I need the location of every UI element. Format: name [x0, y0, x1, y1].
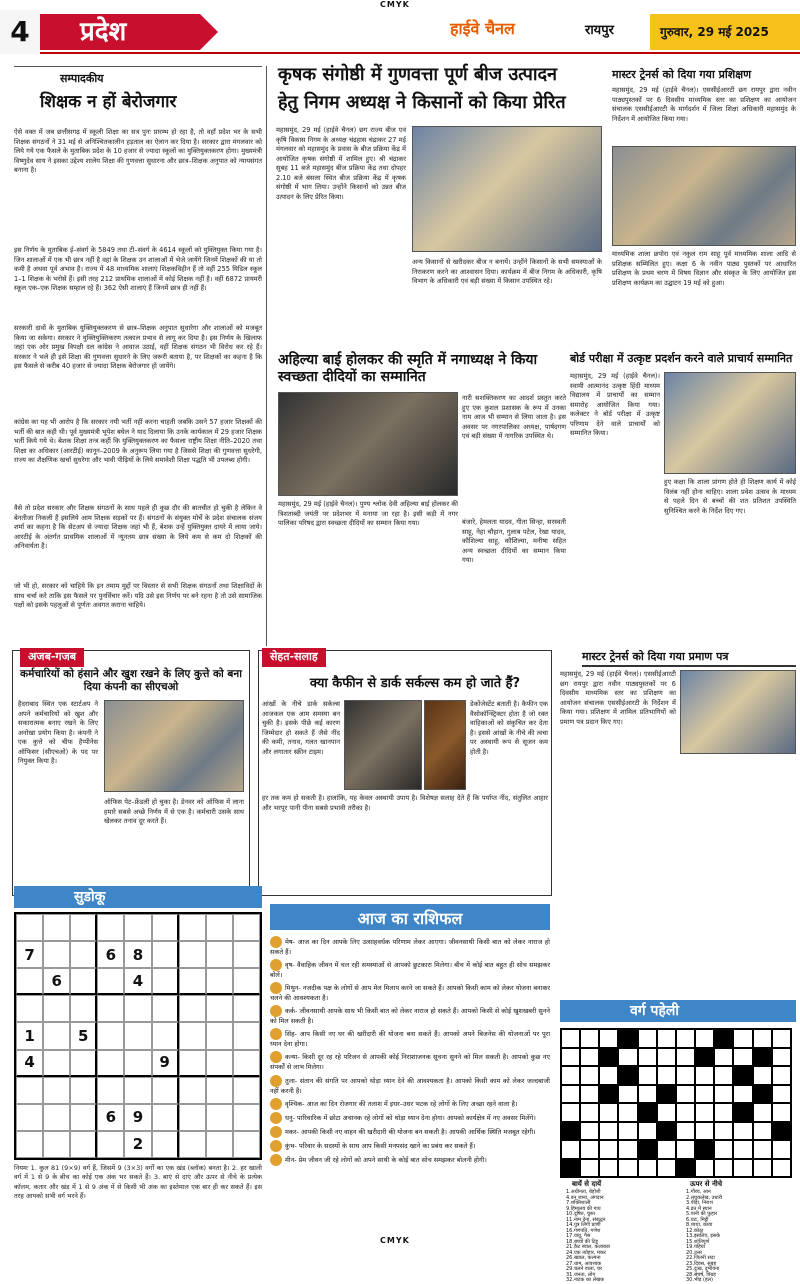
- sudoku-cell[interactable]: [233, 968, 260, 995]
- clue-across: 14.पुत्र लिंगी प्राणी: [566, 1222, 601, 1228]
- edition-city: रायपुर: [585, 23, 614, 38]
- clue-across: 4.वन जाना, अंगदान: [566, 1194, 604, 1201]
- zodiac-icon: [270, 1028, 282, 1040]
- sudoku-cell[interactable]: [206, 914, 233, 941]
- seed-photo: [412, 126, 602, 252]
- sudoku-cell[interactable]: 9: [124, 1104, 151, 1131]
- rashifal-list: [270, 936, 550, 1236]
- zodiac-icon: [270, 1112, 282, 1124]
- sudoku-cell[interactable]: [43, 1022, 70, 1049]
- editorial-para-2: इस निर्णय के मुताबिक ई–संवर्ग के 5849 तथा टी–संवर्ग के 4614 स्कूलों को युक्तियुक्त किया गया है। जिन शालाओं में एक भी छात्र नहीं है वहां के शिक्षक उन शालाओं में भेजे जायेंगे जिनमें शिक्षकों की या तो कमी है अथवा पूर्व अभाव है। राज्य में 48 माध्यमिक शालाएं शिक्षकविहीन हैं तो वहीं 255 मिडिल स्कूल 1–1 शिक्षक के भरोसे हैं। इसी तरह 212 प्राथमिक शालाओं में कोई शिक्षक नहीं है। वहीं 6872 प्रायमरी स्कूल एक–एक शिक्षक सम्हाल रहे हैं। 362 ऐसी शालाएं हैं जिनमें छात्र ही नहीं हैं।: [14, 246, 262, 293]
- clue-down: 30.भीड़ (हल): [686, 1277, 713, 1283]
- crossword-cell[interactable]: [753, 1159, 772, 1178]
- sudoku-cell[interactable]: [233, 995, 260, 1022]
- rashifal-item: कुंभ- परिवार के सदस्यों के साथ आप किसी मनपसंद खाने का प्रबंध कर सकते हैं।: [270, 1140, 550, 1152]
- crossword-cell[interactable]: [618, 1085, 637, 1104]
- crossword-cell[interactable]: [561, 1048, 580, 1067]
- ahilya-photo: [278, 392, 458, 496]
- clue-down: 20.उत्तर: [686, 1249, 703, 1256]
- crossword-cell[interactable]: [638, 1122, 657, 1141]
- trainers-body: महासमुंद, 29 मई (हाईवे चैनल)। एससीईआरटी छग रायपुर द्वारा नवीन पाठ्यपुस्तकों पर 6 दिवसीय माध्यमिक स्तर का प्रशिक्षण का आयोजन संचालक एससीईआरटी के मार्गदर्शन में जिला शिक्षा अधिकारी महासमुंद के निर्देशन में आयोजित किया गया।: [612, 86, 796, 123]
- crossword-cell[interactable]: [772, 1066, 791, 1085]
- crossword-cell[interactable]: [561, 1103, 580, 1122]
- sudoku-cell[interactable]: [206, 1104, 233, 1131]
- trainers2-body: महासमुंद, 29 मई (हाईवे चैनल)। एससीईआरटी छग रायपुर द्वारा नवीन पाठ्यपुस्तकों पर 6 दिवसीय माध्यमिक स्तर का प्रशिक्षण का आयोजन संचालक एससीईआरटी के निर्देशन में किया गया। प्रशिक्षण में शामिल प्रतिभागियों को प्रमाण पत्र प्रदान किए गए।: [560, 670, 676, 726]
- crossword-down-title: ऊपर से नीचे: [690, 1180, 723, 1188]
- ajab-body: हैदराबाद स्थित एक स्टार्टअप ने अपने कर्मचारियों को खुश और सकारात्मक बनाए रखने के लिए अनोखा प्रयोग किया है। कंपनी ने एक कुत्ते को चीफ हैप्पीनेस ऑफिसर (सीएचओ) के पद पर नियुक्त किया है।: [18, 700, 98, 766]
- sudoku-cell[interactable]: 7: [16, 941, 43, 968]
- crossword-cell[interactable]: [772, 1140, 791, 1159]
- ajab-body-2: ऑफिस पेट–फ्रेंडली हो चुका है। डेनवर को ऑफिस में लाना हमारे सबसे अच्छे निर्णय में से एक है। कर्मचारी उसके साथ खेलकर तनाव दूर करते हैं।: [104, 798, 244, 826]
- crossword-cell[interactable]: [772, 1103, 791, 1122]
- crossword-cell[interactable]: [676, 1085, 695, 1104]
- sudoku-cell[interactable]: [16, 1131, 43, 1158]
- trainers-photo: [612, 146, 796, 246]
- sudoku-cell[interactable]: 1: [16, 1022, 43, 1049]
- crossword-cell[interactable]: [599, 1029, 618, 1048]
- sudoku-cell[interactable]: [124, 1050, 151, 1077]
- clue-down: 3.पीड़ा, निराश: [686, 1200, 713, 1206]
- crossword-cell: [657, 1085, 676, 1104]
- sudoku-cell[interactable]: [152, 941, 179, 968]
- crossword-cell: [638, 1103, 657, 1122]
- section-title: प्रदेश: [40, 14, 200, 50]
- crossword-cell[interactable]: [676, 1029, 695, 1048]
- board-photo: [664, 372, 796, 474]
- crossword-cell[interactable]: [657, 1159, 676, 1178]
- editorial-para-1: ऐसे वक्त में जब छत्तीसगढ़ में स्कूली शिक्षा का सत्र पुनः प्रारम्भ हो रहा है, तो वहाँ प्रदेश भर के सभी शिक्षक संगठनों ने 31 मई से अनिश्चितकालीन हड़ताल का ऐलान कर दिया है। सरकार द्वारा मंगलवार को लिये गये एक फैसले के मुताबिक प्रदेश के 10 हजार से ज्यादा स्कूलों का युक्तियुक्तकरण होगा। मुख्यमंत्री विष्णुदेव साय ने इसका उद्देश्य शालेय शिक्षा की गुणवत्ता सुधारना और छात्र–शिक्षक अनुपात को न्यायसंगत बनाना है।: [14, 128, 262, 175]
- sudoku-cell[interactable]: [97, 1077, 124, 1104]
- crossword-cell[interactable]: [714, 1103, 733, 1122]
- rashifal-item: कर्क- जीवनसाथी आपके साथ भी किसी बात को लेकर नाराज हो सकते हैं। आपको किसी से कोई खुशखबरी सुनने को मिल सकती है।: [270, 1007, 550, 1026]
- crossword-cell: [599, 1085, 618, 1104]
- sudoku-cell[interactable]: [206, 968, 233, 995]
- sudoku-cell[interactable]: [70, 1050, 97, 1077]
- crossword-cell: [561, 1159, 580, 1178]
- sudoku-cell[interactable]: [179, 968, 206, 995]
- crossword-cell[interactable]: [561, 1066, 580, 1085]
- crossword-grid[interactable]: [560, 1028, 792, 1178]
- seed-body-2: अन्य किसानों से खरीदकर बीज न बनायें। उन्होंने किसानों के सभी समस्याओं के निराकरण करने का आश्वासन दिया। कार्यक्रम में बीज निगम के अधिकारी, कृषि विभाग के अधिकारी एवं बड़ी संख्या में किसान उपस्थित रहे।: [412, 258, 602, 286]
- sudoku-cell[interactable]: 4: [124, 968, 151, 995]
- crossword-cell[interactable]: [772, 1085, 791, 1104]
- crossword-cell[interactable]: [657, 1029, 676, 1048]
- crossword-across-clues: [566, 1189, 684, 1283]
- sudoku-cell[interactable]: [97, 1050, 124, 1077]
- trainers2-photo: [680, 670, 796, 754]
- sudoku-cell[interactable]: [206, 1131, 233, 1158]
- trainers-body-2: माध्यमिक शाला छपोरा एवं नकुल राम साहू पूर्व माध्यमिक शाला आदि से प्रशिक्षक सम्मिलित हुए। कक्षा 6 के नवीन पाठ्य पुस्तकों पर आधारित प्रशिक्षण के प्रथम चरण में विषय विज्ञान और संस्कृत के लिए आयोजित इस प्रशिक्षण कार्यक्रम का उद्घाटन 19 मई को हुआ।: [612, 250, 796, 287]
- clue-across: 32.नाटक का लेखक: [566, 1277, 605, 1283]
- crossword-cell[interactable]: [714, 1122, 733, 1141]
- crossword-cell[interactable]: [753, 1103, 772, 1122]
- crossword-cell[interactable]: [657, 1048, 676, 1067]
- crossword-cell[interactable]: [714, 1048, 733, 1067]
- sudoku-cell[interactable]: [152, 968, 179, 995]
- sudoku-cell[interactable]: [206, 1022, 233, 1049]
- crossword-cell[interactable]: [638, 1159, 657, 1178]
- crossword-cell[interactable]: [714, 1140, 733, 1159]
- sudoku-cell[interactable]: [43, 995, 70, 1022]
- sudoku-cell[interactable]: 5: [70, 1022, 97, 1049]
- crossword-cell[interactable]: [599, 1103, 618, 1122]
- sudoku-cell[interactable]: [206, 995, 233, 1022]
- crossword-cell[interactable]: [695, 1122, 714, 1141]
- clue-across: 21.कैट स्वाल, कलाकार: [566, 1244, 611, 1250]
- clue-down: 8.व्यथा, काया: [686, 1222, 713, 1228]
- crossword-cell[interactable]: [580, 1103, 599, 1122]
- sudoku-cell[interactable]: [179, 1104, 206, 1131]
- sudoku-cell[interactable]: [233, 1050, 260, 1077]
- sudoku-cell[interactable]: [97, 1022, 124, 1049]
- crossword-cell[interactable]: [676, 1122, 695, 1141]
- sudoku-cell[interactable]: [124, 1022, 151, 1049]
- sudoku-cell[interactable]: [124, 1077, 151, 1104]
- sudoku-cell[interactable]: [43, 1131, 70, 1158]
- ajab-title: कर्मचारियों को हंसाने और खुश रखने के लिए कुत्ते को बना दिया कंपनी का सीएचओ: [20, 668, 242, 693]
- rashifal-item: मीन- प्रेम जीवन जी रहे लोगों को अपने साथी के कोई बात सोच समझकर बोलनी होगी।: [270, 1154, 550, 1166]
- sudoku-cell[interactable]: [152, 1104, 179, 1131]
- crossword-cell[interactable]: [618, 1048, 637, 1067]
- rashifal-item: तुला- संतान की संगति पर आपको थोड़ा ध्यान देने की आवश्यकता है। आपको किसी काम को लेकर जल्दबाजी नहीं करनी है।: [270, 1076, 550, 1095]
- editorial-para-5: वैसे तो प्रदेश सरकार और शिक्षक संगठनों के साथ पहले ही कुछ दौर की बातचीत हो चुकी है लेकिन वे बेनतीजा निकली हैं इसलिये आम शिक्षक सड़कों पर हैं। संगठनों के संयुक्त मोर्चे के प्रदेश संचालक संजय शर्मा का कहना है कि सेटअप से ज्यादा शिक्षक जहां भी हैं, बेशक उन्हें युक्तियुक्त दायरे में लाया जाये। आरटीई के अंतर्गत प्राथमिक शालाओं में न्यूनतम छात्र संख्या के लिये कम से कम दो शिक्षकों की अनिवार्यता है।: [14, 504, 262, 551]
- crossword-cell[interactable]: [733, 1140, 752, 1159]
- sudoku-cell[interactable]: [43, 1104, 70, 1131]
- crossword-cell: [772, 1122, 791, 1141]
- crossword-cell[interactable]: [714, 1085, 733, 1104]
- crossword-cell: [753, 1048, 772, 1067]
- sudoku-cell[interactable]: [16, 914, 43, 941]
- sudoku-cell[interactable]: 6: [97, 1104, 124, 1131]
- cmyk-mark: CMYK: [380, 0, 410, 9]
- sudoku-cell[interactable]: [233, 1104, 260, 1131]
- sudoku-cell[interactable]: [16, 968, 43, 995]
- sudoku-cell[interactable]: 6: [43, 968, 70, 995]
- sudoku-cell[interactable]: 6: [97, 941, 124, 968]
- crossword-cell[interactable]: [676, 1066, 695, 1085]
- crossword-label: वर्ग पहेली: [560, 1000, 796, 1022]
- clue-across: 17.वायु, गैस: [566, 1233, 591, 1239]
- sudoku-cell[interactable]: [70, 1077, 97, 1104]
- clue-across: 29.चलने वाला, चर: [566, 1266, 603, 1272]
- sudoku-cell[interactable]: [70, 914, 97, 941]
- clue-across: 11.नाम देना, संबद्धन: [566, 1216, 606, 1223]
- crossword-cell[interactable]: [676, 1140, 695, 1159]
- sudoku-cell[interactable]: [97, 968, 124, 995]
- sudoku-cell[interactable]: [16, 1077, 43, 1104]
- sudoku-cell[interactable]: [43, 1077, 70, 1104]
- sudoku-cell[interactable]: [179, 914, 206, 941]
- sudoku-cell[interactable]: 9: [152, 1050, 179, 1077]
- ajab-label: अजब-गजब: [20, 648, 84, 667]
- crossword-cell: [695, 1140, 714, 1159]
- crossword-cell[interactable]: [733, 1085, 752, 1104]
- clue-down: 13.इसलिए, इसके: [686, 1233, 721, 1239]
- sudoku-cell[interactable]: [70, 968, 97, 995]
- crossword-cell[interactable]: [676, 1048, 695, 1067]
- sudoku-cell[interactable]: [97, 914, 124, 941]
- board-body-2: हुए कक्षा कि शाला प्रांगण होते ही शिक्षण कार्य में कोई विलंब नहीं होना चाहिए। शाला प्रवेश उत्सव के माध्यम से पहले दिन से बच्चों की शत प्रतिशत उपस्थिति सुनिश्चित करने के निर्देश दिए गए।: [664, 478, 796, 515]
- rashifal-item: मेष- आज का दिन आपके लिए उत्साहवर्धक परिणाम लेकर आएगा। जीवनसाथी किसी बात को लेकर नाराज हो सकते हैं।: [270, 938, 550, 956]
- crossword-cell[interactable]: [599, 1140, 618, 1159]
- crossword-cell: [714, 1029, 733, 1048]
- sudoku-cell[interactable]: [70, 1104, 97, 1131]
- clue-down: 6.घटः, मिट्टी: [686, 1216, 709, 1223]
- sudoku-rules: नियमः 1. कुल 81 (9×9) वर्ग हैं, जिसमें 9 (3×3) वर्गों का एक खंड (ब्लॉक) बनता है। 2. हर खाली वर्ग में 1 से 9 के बीच का कोई एक अंक भर सकते हैं। 3. बाएं से दाएं और ऊपर से नीचे के प्रत्येक कॉलम, कतार और खंड में 1 से 9 अंक में से किसी भी अंक का इस्तेमाल एक बार ही कर सकते हैं। इस तरह आपको सभी वर्ग भरने हैं।: [14, 1164, 262, 1201]
- crossword-cell[interactable]: [618, 1103, 637, 1122]
- column-divider: [266, 66, 267, 646]
- board-body: महासमुंद, 29 मई (हाईवे चैनल)। स्वामी आत्मानंद उत्कृष्ट हिंदी माध्यम विद्यालय में प्राचार्यों का सम्मान समारोह आयोजित किया गया। कलेक्टर ने बोर्ड परीक्षा में उत्कृष्ट परिणाम देने वाले प्राचार्यों को सम्मानित किया।: [570, 372, 660, 438]
- crossword-cell[interactable]: [580, 1122, 599, 1141]
- sudoku-cell[interactable]: [70, 1131, 97, 1158]
- crossword-cell[interactable]: [657, 1140, 676, 1159]
- ahilya-body-2: नारी सशक्तिकरण का आदर्श प्रस्तुत करते हुए एक कुशल प्रशासक के रूप में उनका नाम आज भी सम्मान से लिया जाता है। इस अवसर पर नगरपालिका अध्यक्ष, पार्षदगण एवं बड़ी संख्या में नागरिक उपस्थित थे।: [462, 394, 566, 441]
- newspaper-name: हाईवे चैनल: [450, 19, 515, 38]
- crossword-cell[interactable]: [638, 1048, 657, 1067]
- health-face-photo: [344, 700, 422, 790]
- sudoku-cell[interactable]: [233, 941, 260, 968]
- zodiac-icon: [270, 982, 282, 994]
- crossword-cell[interactable]: [695, 1103, 714, 1122]
- sudoku-cell[interactable]: [233, 1077, 260, 1104]
- crossword-cell[interactable]: [733, 1029, 752, 1048]
- sudoku-cell[interactable]: [179, 941, 206, 968]
- crossword-cell[interactable]: [599, 1122, 618, 1141]
- crossword-cell[interactable]: [580, 1048, 599, 1067]
- zodiac-icon: [270, 1126, 282, 1138]
- sudoku-cell[interactable]: [206, 941, 233, 968]
- rashifal-title: आज का राशिफल: [270, 904, 550, 930]
- editorial-title: शिक्षक न हों बेरोजगार: [40, 92, 177, 112]
- crossword-cell: [733, 1066, 752, 1085]
- editorial-para-6: जो भी हो, सरकार को चाहिये कि इन तमाम मुद्दों पर विस्तार से सभी शिक्षक संगठनों तथा शिक्षाविदों के साथ चर्चा करे ताकि इस फैसले पर पुनर्विचार करें। यदि उसे इस निर्णय पर बने रहना है तो उसे सामाजिक पक्षों को इसके पहलुओं से पूर्णतः अवगत कराना चाहिये।: [14, 582, 262, 610]
- sudoku-cell[interactable]: [97, 1131, 124, 1158]
- ahilya-body: महासमुंद, 29 मई (हाईवे चैनल)। पुण्य श्लोक देवी अहिल्या बाई होलकर की त्रिशताब्दी जयंती पर प्रदेशभर में मनाया जा रहा है। इसी कड़ी में नगर पालिका परिषद द्वारा स्वच्छता दीदियों का सम्मान किया गया।: [278, 500, 458, 528]
- crossword-cell: [753, 1085, 772, 1104]
- crossword-cell[interactable]: [561, 1029, 580, 1048]
- crossword-cell[interactable]: [753, 1029, 772, 1048]
- clue-down: 4.व्रत में स्थान: [686, 1205, 712, 1212]
- seed-body: महासमुंद, 29 मई (हाईवे चैनल) छग राज्य बीज एवं कृषि विकास निगम के अध्यक्ष चंद्रहास चंद्राकर 27 मई मंगलवार को महासमुंद के प्रवास के बीज प्रक्रिया केंद्र में आयोजित कृषक संगोष्ठी में शामिल हुए। श्री चंद्राकर सुबह 11 बजे महासमुंद बीज प्रक्रिया केंद्र तथा दोपहर 2.10 बजे बंसला स्थित बीज प्रक्रिया केंद्र में कृषक संगोष्ठी में भाग लिया। उन्होंने किसानों को उन्नत बीज उत्पादन के लिए प्रेरित किया।: [276, 126, 406, 201]
- clue-across: 9.हिमालय की गाय: [566, 1205, 601, 1212]
- clue-across: 1.अधीनता, बेहोशी: [566, 1189, 601, 1195]
- crossword-cell[interactable]: [714, 1066, 733, 1085]
- zodiac-icon: [270, 959, 282, 971]
- crossword-down-clues: [686, 1189, 796, 1283]
- sudoku-cell[interactable]: [70, 941, 97, 968]
- sudoku-cell[interactable]: [179, 1131, 206, 1158]
- rashifal-item: वृष- वैवाहिक जीवन में चल रही समस्याओं से आपको छुटकारा मिलेगा। बीच में कोई बात बहुत ही सोच समझकर बोलें।: [270, 961, 550, 980]
- sudoku-cell[interactable]: [233, 914, 260, 941]
- rashifal-item: वृश्चिक- आज का दिन रोजगार की तलाश में इधर–उधर भटक रहे लोगों के लिए अच्छा रहने वाला है।: [270, 1098, 550, 1110]
- health-title: क्या कैफीन से डार्क सर्कल्स कम हो जाते हैं?: [309, 676, 521, 691]
- board-title: बोर्ड परीक्षा में उत्कृष्ट प्रदर्शन करने वाले प्राचार्य सम्मानित: [570, 352, 793, 365]
- health-body-2: डेकोंजेस्टेंट बताती है। कैफीन एक वैसोकॉन्स्ट्रिक्टर होता है जो रक्त वाहिकाओं को संकुचित कर देता है। इससे आंखों के नीचे की त्वचा पर अस्थायी रूप से सूजन कम होती है।: [470, 700, 548, 756]
- sudoku-cell[interactable]: [43, 914, 70, 941]
- rashifal-item: मिथुन- नजदीक पक्ष के लोगों से आप मेल मिलाप करने जा सकते हैं। आपको किसी काम को लेकर योजना बनाकर चलने की आवश्यकता है।: [270, 984, 550, 1003]
- zodiac-icon: [270, 1154, 282, 1166]
- crossword-cell[interactable]: [753, 1122, 772, 1141]
- crossword-cell[interactable]: [772, 1159, 791, 1178]
- clue-across: 26.ख्याल, कल्पना: [566, 1255, 601, 1261]
- health-body-3: हर तक कम हो सकती है। हालांकि, यह केवल अस्थायी उपाय है। विशेषज्ञ सलाह देते हैं कि पर्याप्त नींद, संतुलित आहार और भरपूर पानी पीना सबसे प्रभावी तरीका है।: [262, 794, 548, 812]
- sudoku-cell[interactable]: [43, 941, 70, 968]
- crossword-cell: [657, 1122, 676, 1141]
- page-header: [0, 10, 800, 54]
- rashifal-item: सिंह- आप किसी नए घर की खरीदारी की योजना बना सकते हैं। आपको अपने बिजनेस की योजनाओं पर पूरा ध्यान देना होगा।: [270, 1030, 550, 1049]
- crossword-cell[interactable]: [599, 1066, 618, 1085]
- editorial-para-3: सरकारी दावों के मुताबिक युक्तियुक्तकरण से छात्र–शिक्षक अनुपात सुधारेगा और शालाओं को मजबूत किया जा सकेगा। सरकार ने युक्तियुक्तिकरण तत्काल प्रभाव से लागू कर दिया है। इस निर्णय के खिलाफ जहां एक ओर प्रमुख विपक्षी दल कांग्रेस ने आवाज उठाई, वहीं शिक्षक संगठन भी विरोध कर रहे हैं। सरकार ने भले ही इसे शिक्षा की गुणवत्ता सुधारने के लिए जरूरी बताया है, पर शिक्षकों का कहना है कि इस फैसले से करीब 40 हजार से ज्यादा शिक्षक बेरोजगार हो जायेंगे।: [14, 324, 262, 371]
- sudoku-cell[interactable]: [206, 1077, 233, 1104]
- zodiac-icon: [270, 1098, 282, 1110]
- rashifal-item: मकर- आपकी किसी नए वाहन की खरीदारी की योजना बन सकती है। आपकी आर्थिक स्थिति मजबूत रहेगी।: [270, 1126, 550, 1138]
- rashifal-item: धनु- पारिवारिक में छोटा अचानक रहे लोगों को थोड़ा ध्यान देना होगा। आपको कार्यक्षेत्र में नए अवसर मिलेंगे।: [270, 1112, 550, 1124]
- crossword-cell: [733, 1103, 752, 1122]
- crossword-cell[interactable]: [638, 1066, 657, 1085]
- clue-down: 1.गौरव, आन: [686, 1189, 711, 1195]
- clue-down: 23.दिवस, सुबह: [686, 1260, 717, 1267]
- zodiac-icon: [270, 936, 282, 948]
- clue-down: 5.पानी की फुहार: [686, 1211, 718, 1217]
- sudoku-cell[interactable]: [124, 995, 151, 1022]
- clue-down: 28.संघर्ष, विग्रह: [686, 1271, 716, 1278]
- crossword-cell[interactable]: [695, 1159, 714, 1178]
- crossword-cell: [561, 1122, 580, 1141]
- ahilya-title: अहिल्या बाई होलकर की स्मृति में नगाध्यक्ष ने किया स्वच्छता दीदियों का सम्मानित: [278, 352, 538, 385]
- rashifal-item: कन्या- किसी दूर रह रहे परिजन से आपकी कोई निराशाजनक सूचना सुनने को मिल सकती है। आपको कुछ नए संपर्कों से लाभ मिलेगा।: [270, 1053, 550, 1072]
- trainers-title: मास्टर ट्रेनर्स को दिया गया प्रशिक्षण: [612, 68, 752, 81]
- crossword-cell[interactable]: [753, 1140, 772, 1159]
- sudoku-cell[interactable]: [70, 995, 97, 1022]
- clue-down: 22.जितनी सदा: [686, 1255, 715, 1261]
- zodiac-icon: [270, 1051, 282, 1063]
- crossword-cell[interactable]: [657, 1066, 676, 1085]
- crossword-cell: [599, 1048, 618, 1067]
- clue-down: 12.कोठा: [686, 1227, 704, 1234]
- sudoku-cell[interactable]: [233, 1131, 260, 1158]
- crossword-cell[interactable]: [580, 1029, 599, 1048]
- crossword-cell[interactable]: [753, 1066, 772, 1085]
- crossword-cell[interactable]: [638, 1029, 657, 1048]
- crossword-cell[interactable]: [599, 1159, 618, 1178]
- page-number: 4: [0, 10, 40, 54]
- zodiac-icon: [270, 1005, 282, 1017]
- sudoku-cell[interactable]: [16, 995, 43, 1022]
- sudoku-cell[interactable]: 2: [124, 1131, 151, 1158]
- sudoku-cell[interactable]: [179, 1050, 206, 1077]
- crossword-cell[interactable]: [714, 1159, 733, 1178]
- clue-across: 18.बच्चों की टिड्ड: [566, 1238, 599, 1245]
- seed-title-line-1: कृषक संगोष्ठी में गुणवत्ता पूर्ण बीज उत्पादन: [278, 64, 558, 85]
- clue-down: 15.शांतिपूर्ण: [686, 1238, 710, 1245]
- trainers2-title: मास्टर ट्रेनर्स को दिया गया प्रमाण पत्र: [582, 650, 796, 667]
- issue-date: गुरुवार, 29 मई 2025: [650, 14, 800, 50]
- zodiac-icon: [270, 1075, 282, 1087]
- clue-across: 24.एक त्योहार, मकर: [566, 1249, 606, 1256]
- crossword-cell[interactable]: [695, 1085, 714, 1104]
- crossword-cell[interactable]: [580, 1066, 599, 1085]
- clue-across: 10.दूषित, चुस्त: [566, 1211, 595, 1217]
- crossword-cell[interactable]: [561, 1085, 580, 1104]
- sudoku-cell[interactable]: [16, 1104, 43, 1131]
- crossword-cell: [638, 1140, 657, 1159]
- zodiac-icon: [270, 1140, 282, 1152]
- sudoku-cell[interactable]: [152, 995, 179, 1022]
- sudoku-cell[interactable]: [124, 914, 151, 941]
- crossword-cell[interactable]: [772, 1029, 791, 1048]
- clue-across: 16.गणपति, गणेश: [566, 1227, 601, 1234]
- editorial-para-4: कांग्रेस का यह भी आरोप है कि सरकार नयी भर्ती नहीं करना चाहती जबकि उसने 57 हजार शिक्षकों की भर्ती की बात कही थी। पूर्व मुख्यमंत्री भूपेश बघेल ने याद दिलाया कि उनके कार्यकाल में 29 हजार शिक्षक भर्ती किये गये थे। बेशक शिक्षा तन्त्र कहीं कि युक्तियुक्तकरण का फैसला राष्ट्रीय शिक्षा नीति–2020 तथा शिक्षा का अधिकार (आरटीई) कानून–2009 के अनुरूप लिया गया है जिससे शिक्षा की गुणवत्ता सुधरेगी, राज्य का शैक्षणिक खर्चा सुधरेगा और भावी पीढ़ियों के लिये समावेशी शिक्षा पद्धति भी उपलब्ध होगी।: [14, 418, 262, 465]
- clue-down: 19.पहिया: [686, 1244, 705, 1250]
- sudoku-cell[interactable]: [179, 1077, 206, 1104]
- crossword-cell[interactable]: [561, 1140, 580, 1159]
- crossword-across-title: बायें से दायें: [572, 1180, 602, 1188]
- sudoku-grid[interactable]: [14, 912, 262, 1160]
- crossword-cell[interactable]: [733, 1159, 752, 1178]
- seed-title-line-2: हेतु निगम अध्यक्ष ने किसानों को किया प्रेरित: [278, 92, 566, 113]
- crossword-cell[interactable]: [638, 1085, 657, 1104]
- crossword-cell[interactable]: [618, 1159, 637, 1178]
- sudoku-label: सुडोकू: [14, 886, 262, 908]
- clue-across: 31.जनता, लोग: [566, 1271, 596, 1278]
- clue-down: 2.लघुकलेख, उधारी: [686, 1194, 723, 1201]
- sudoku-cell[interactable]: [179, 1022, 206, 1049]
- crossword-cell[interactable]: [772, 1048, 791, 1067]
- crossword-cell[interactable]: [618, 1140, 637, 1159]
- sudoku-cell[interactable]: 8: [124, 941, 151, 968]
- health-body: आंखों के नीचे डार्क सर्कल्स आजकल एक आम समस्या बन चुकी है। इसके पीछे कई कारण जिम्मेदार हो सकते हैं जैसे नींद की कमी, तनाव, गलत खानपान और लगातार स्क्रीन टाइम।: [262, 700, 340, 756]
- crossword-cell[interactable]: [733, 1048, 752, 1067]
- crossword-cell[interactable]: [733, 1122, 752, 1141]
- crossword-cell[interactable]: [618, 1122, 637, 1141]
- crossword-cell: [676, 1159, 695, 1178]
- clue-across: 7.शक्तिशाली: [566, 1200, 591, 1206]
- crossword-cell[interactable]: [580, 1140, 599, 1159]
- clue-down: 25.दुःख, दुर्भावना: [686, 1266, 720, 1272]
- ajab-dog-photo: [104, 700, 244, 792]
- sudoku-cell[interactable]: [152, 914, 179, 941]
- crossword-cell[interactable]: [580, 1085, 599, 1104]
- crossword-cell[interactable]: [657, 1103, 676, 1122]
- sudoku-cell[interactable]: [179, 995, 206, 1022]
- crossword-cell: [618, 1066, 637, 1085]
- clue-across: 27.धाम, आवश्यक: [566, 1260, 602, 1267]
- sudoku-cell[interactable]: [97, 995, 124, 1022]
- sudoku-cell[interactable]: [152, 1077, 179, 1104]
- crossword-cell: [618, 1029, 637, 1048]
- crossword-cell[interactable]: [695, 1066, 714, 1085]
- sudoku-cell[interactable]: [43, 1050, 70, 1077]
- crossword-cell[interactable]: [676, 1103, 695, 1122]
- sudoku-cell[interactable]: [152, 1022, 179, 1049]
- sudoku-cell[interactable]: 4: [16, 1050, 43, 1077]
- ahilya-body-3: बंजारे, हेमलता यादव, गीता सिन्हा, सरस्वती साहू, नेहा चौहान, गुलाब पटेल, रेखा यादव, कौशिल्या साहू, कौशिल्या, मनीषा सहित अन्य स्वच्छता दीदियों का सम्मान किया गया।: [462, 518, 566, 565]
- health-label: सेहत-सलाह: [262, 648, 326, 667]
- divider: [14, 66, 262, 67]
- coffee-photo: [424, 700, 466, 790]
- sudoku-cell[interactable]: [206, 1050, 233, 1077]
- sudoku-cell[interactable]: [152, 1131, 179, 1158]
- sudoku-cell[interactable]: [233, 1022, 260, 1049]
- crossword-cell[interactable]: [695, 1029, 714, 1048]
- crossword-cell[interactable]: [580, 1159, 599, 1178]
- cmyk-mark-bottom: CMYK: [380, 1236, 410, 1245]
- editorial-label: सम्पादकीय: [60, 72, 104, 85]
- crossword-cell: [695, 1048, 714, 1067]
